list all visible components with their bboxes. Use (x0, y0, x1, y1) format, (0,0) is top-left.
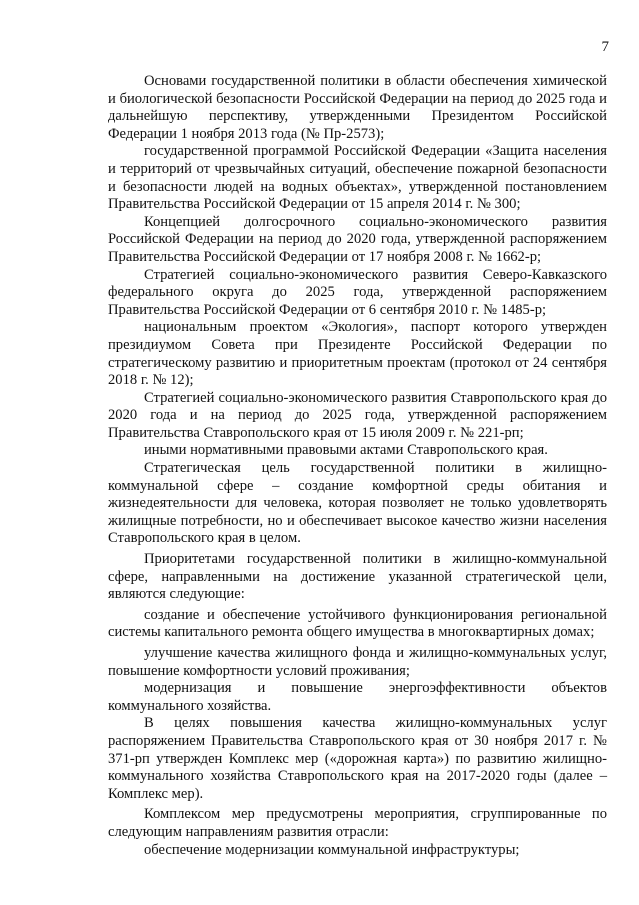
paragraph: модернизация и повышение энергоэффективности объектов коммунального хозяйства. (108, 680, 607, 714)
paragraph: Приоритетами государственной политики в жилищно-коммунальной сфере, направленными на достижение указанной стратегической цели, являются следующие: (108, 551, 607, 603)
paragraph: национальным проектом «Экология», паспорт которого утвержден президиумом Совета при Президенте Российской Федерации по стратегическому развитию и приоритетным проектам (протокол от 24 сентября 2018 г. № 12); (108, 319, 607, 389)
paragraph: государственной программой Российской Федерации «Защита населения и территорий от чрезвычайных ситуаций, обеспечение пожарной безопасности и безопасности людей на водных объектах», утвержденной постановлением Правительства Российской Федерации от 15 апреля 2014 г. № 300; (108, 143, 607, 213)
paragraph: обеспечение модернизации коммунальной инфраструктуры; (144, 841, 520, 858)
document-body (108, 73, 607, 859)
paragraph: Основами государственной политики в области обеспечения химической и биологической безопасности Российской Федерации на период до 2025 года и дальнейшую перспективу, утвержденными Президентом Российской Федерации 1 ноября 2013 года (№ Пр-2573); (108, 73, 607, 142)
paragraph: Стратегическая цель государственной политики в жилищно-коммунальной сфере – создание комфортной среды обитания и жизнедеятельности для человека, которая позволяет не только удовлетворять жилищные потребности, но и обеспечивает высокое качество жизни населения Ставропольского края в целом. (108, 460, 607, 547)
paragraph: В целях повышения качества жилищно-коммунальных услуг распоряжением Правительства Ставропольского края от 30 ноября 2017 г. № 371-рп утвержден Комплекс мер («дорожная карта») по развитию жилищно-коммунального хозяйства Ставропольского края на 2017-2020 годы (далее – Комплекс мер). (108, 715, 607, 802)
paragraph: Концепцией долгосрочного социально-экономического развития Российской Федерации на период до 2020 года, утвержденной распоряжением Правительства Российской Федерации от 17 ноября 2008 г. № 1662-р; (108, 213, 607, 265)
paragraph: Стратегией социально-экономического развития Северо-Кавказского федерального округа до 2025 года, утвержденной распоряжением Правительства Российской Федерации от 6 сентября 2010 г. № 1485-р; (108, 266, 607, 318)
page-number: 7 (601, 39, 609, 55)
paragraph: Комплексом мер предусмотрены мероприятия, сгруппированные по следующим направлениям развития отрасли: (108, 806, 607, 840)
paragraph: создание и обеспечение устойчивого функционирования региональной системы капитального ремонта общего имущества в многоквартирных домах; (108, 606, 607, 641)
paragraph: Стратегией социально-экономического развития Ставропольского края до 2020 года и на период до 2025 года, утвержденной распоряжением Правительства Ставропольского края от 15 июля 2009 г. № 221-рп; (108, 389, 607, 441)
paragraph: иными нормативными правовыми актами Ставропольского края. (144, 442, 548, 459)
paragraph: улучшение качества жилищного фонда и жилищно-коммунальных услуг, повышение комфортности условий проживания; (108, 645, 607, 679)
